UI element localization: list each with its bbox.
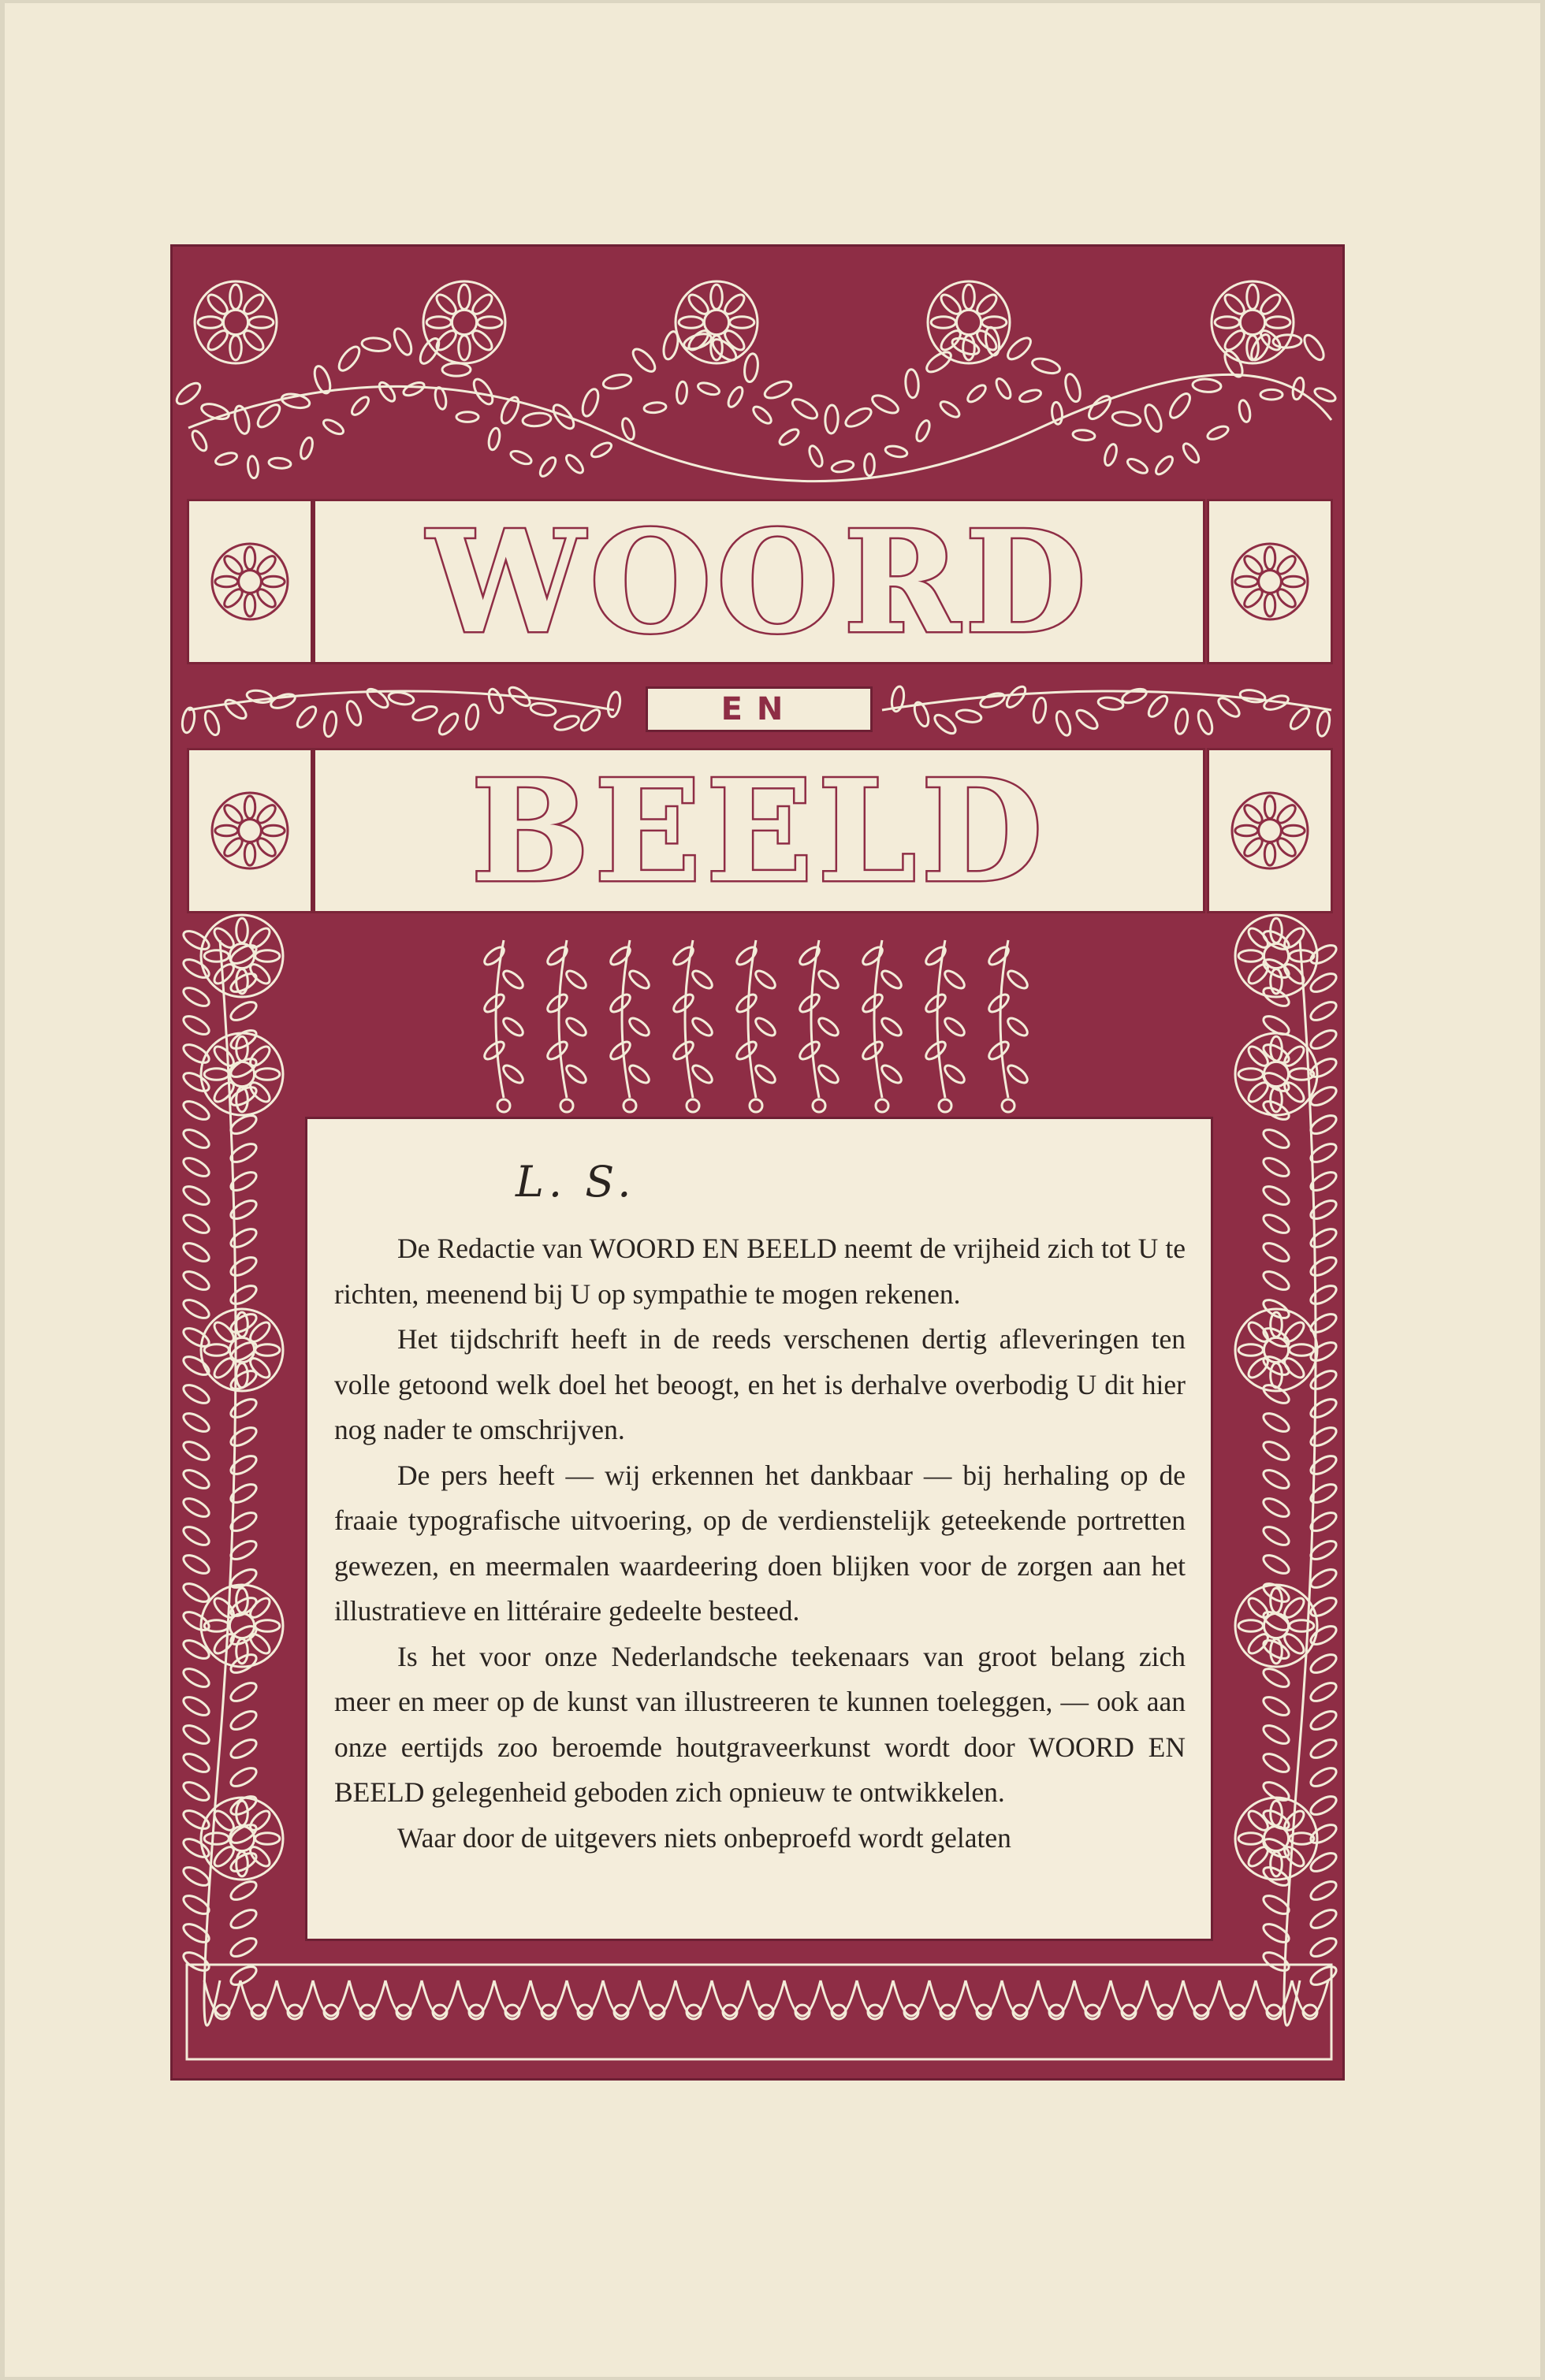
salutation: L. S. (516, 1157, 636, 1207)
side-panel-right-top (1207, 499, 1333, 664)
paragraph: De Redactie van WOORD EN BEELD neemt de vrijheid zich tot U te richten, meenend bij U op sympathie te mogen rekenen. (334, 1233, 1186, 1310)
paragraph: Is het voor onze Nederlandsche teekenaars van groot belang zich meer en meer op de kunst van illustreeren te kunnen toeleggen, — ook aan onze eertijds zoo beroemde houtgraveerkunst wordt door WOORD EN BEELD gelegenheid geboden zich opnieuw te ontwikkelen. (334, 1640, 1186, 1808)
paragraph: De pers heeft — wij erkennen het dankbaar — bij herhaling op de fraaie typografische uitvoering, op de verdienstelijk geteekende portretten gewezen, en meermalen waardeering doen blijken voor de zorgen aan het illustratieve en littéraire gedeelte besteed. (334, 1459, 1186, 1627)
ornamental-frame (170, 244, 1345, 2081)
title-woord: WOORD (426, 500, 1092, 664)
paragraph: Waar door de uitgevers niets onbeproefd wordt gelaten (397, 1821, 1011, 1854)
side-panel-left-top (187, 499, 313, 664)
letter-panel (305, 1117, 1213, 1941)
paragraph: Het tijdschrift heeft in de reeds verschenen dertig afleveringen ten volle getoond welk doel het beoogt, en het is derhalve overbodig U dit hier nog nader te omschrijven. (334, 1323, 1186, 1445)
title-band-woord (313, 499, 1205, 664)
title-en: EN (646, 686, 873, 732)
paper-sheet (5, 3, 1540, 2377)
side-panel-left-bottom (187, 748, 313, 913)
letter-body (334, 1226, 1186, 1861)
title-beeld: BEELD (471, 749, 1048, 913)
side-panel-right-bottom (1207, 748, 1333, 913)
title-band-beeld (313, 748, 1205, 913)
